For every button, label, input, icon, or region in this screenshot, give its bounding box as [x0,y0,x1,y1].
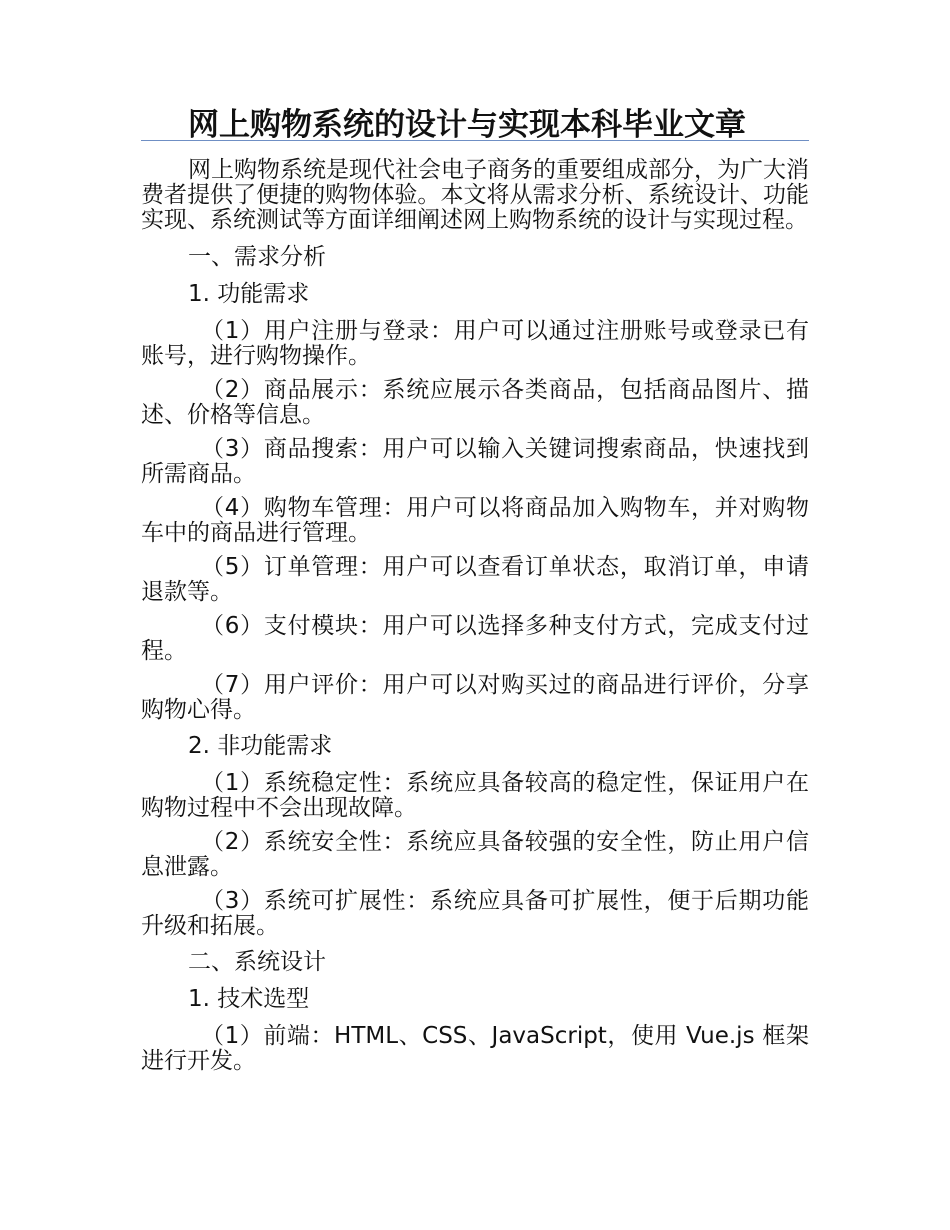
functional-item: （4）购物车管理：用户可以将商品加入购物车，并对购物车中的商品进行管理。 [141,495,809,546]
title-underline [141,140,809,141]
subsection-heading-nonfunctional: 2. 非功能需求 [188,733,333,759]
subsection-heading-functional: 1. 功能需求 [188,281,310,307]
section-heading-requirements: 一、需求分析 [188,244,326,270]
functional-item: （3）商品搜索：用户可以输入关键词搜索商品，快速找到所需商品。 [141,436,809,487]
intro-paragraph: 网上购物系统是现代社会电子商务的重要组成部分，为广大消费者提供了便捷的购物体验。本文将从需求分析、系统设计、功能实现、系统测试等方面详细阐述网上购物系统的设计与实现过程。 [141,157,809,233]
document-body [141,158,809,1083]
nonfunctional-item: （3）系统可扩展性：系统应具备可扩展性，便于后期功能升级和拓展。 [141,888,809,939]
subsection-heading-tech: 1. 技术选型 [188,986,310,1012]
nonfunctional-item: （2）系统安全性：系统应具备较强的安全性，防止用户信息泄露。 [141,829,809,880]
tech-item: （1）前端：HTML、CSS、JavaScript，使用 Vue.js 框架进行开发。 [141,1023,809,1074]
functional-item: （1）用户注册与登录：用户可以通过注册账号或登录已有账号，进行购物操作。 [141,318,809,369]
functional-item: （5）订单管理：用户可以查看订单状态，取消订单，申请退款等。 [141,554,809,605]
nonfunctional-item: （1）系统稳定性：系统应具备较高的稳定性，保证用户在购物过程中不会出现故障。 [141,770,809,821]
document-title: 网上购物系统的设计与实现本科毕业文章 [188,107,746,143]
section-heading-design: 二、系统设计 [188,949,326,975]
functional-item: （7）用户评价：用户可以对购买过的商品进行评价，分享购物心得。 [141,672,809,723]
functional-item: （2）商品展示：系统应展示各类商品，包括商品图片、描述、价格等信息。 [141,377,809,428]
functional-item: （6）支付模块：用户可以选择多种支付方式，完成支付过程。 [141,613,809,664]
